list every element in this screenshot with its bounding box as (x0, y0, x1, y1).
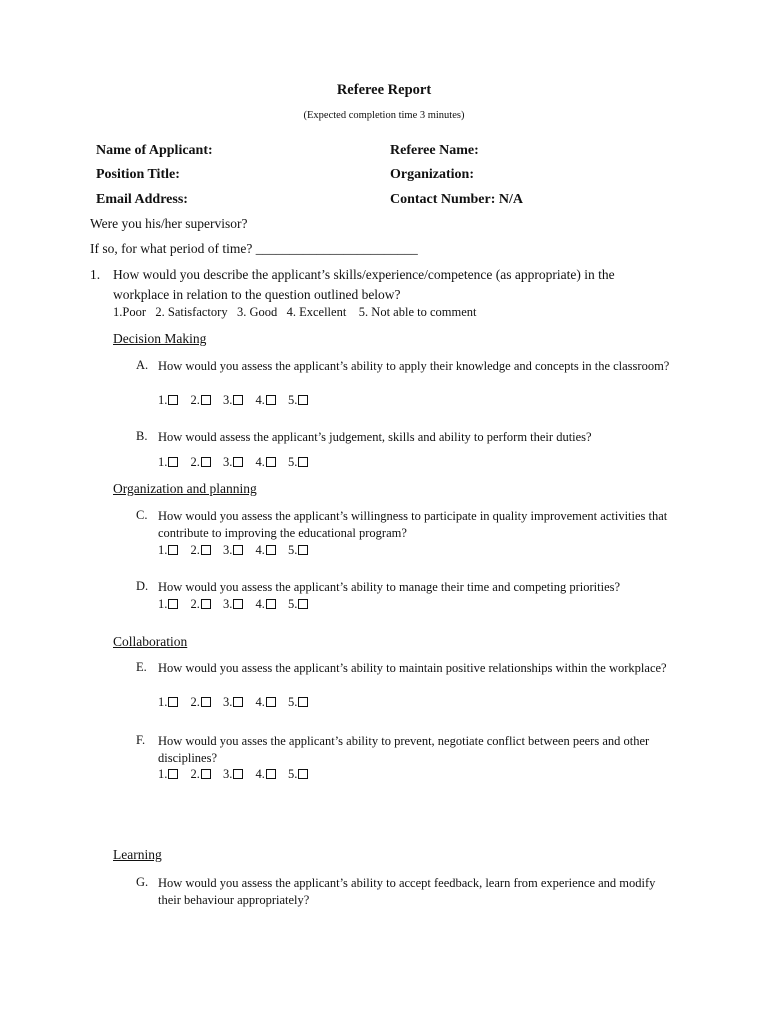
question-f-ratings (158, 767, 317, 782)
supervisor-question: Were you his/her supervisor? (90, 216, 248, 231)
checkbox-icon[interactable] (233, 697, 243, 707)
question-1-line-2: workplace in relation to the question outlined below? (113, 287, 401, 302)
checkbox-icon[interactable] (298, 697, 308, 707)
rating-option: 5. (288, 767, 308, 782)
rating-option: 2. (191, 767, 211, 782)
checkbox-icon[interactable] (298, 545, 308, 555)
email-address-label: Email Address: (96, 192, 188, 207)
checkbox-icon[interactable] (298, 395, 308, 405)
question-1-line-1: How would you describe the applicant’s skills/experience/competence (as appropriate) in the (113, 267, 615, 282)
question-f-letter: F. (136, 733, 146, 747)
section-organization-planning: Organization and planning (113, 481, 257, 496)
question-a-ratings (158, 393, 317, 408)
rating-option: 4. (256, 597, 276, 612)
rating-option: 1. (158, 455, 178, 470)
rating-option: 3. (223, 597, 243, 612)
question-c-letter: C. (136, 508, 148, 522)
rating-option: 5. (288, 695, 308, 710)
checkbox-icon[interactable] (266, 769, 276, 779)
rating-option: 4. (256, 393, 276, 408)
rating-option: 5. (288, 455, 308, 470)
section-collaboration: Collaboration (113, 634, 188, 649)
rating-option: 3. (223, 455, 243, 470)
question-g-letter: G. (136, 875, 149, 889)
question-e-letter: E. (136, 660, 147, 674)
rating-option: 4. (256, 455, 276, 470)
rating-option: 1. (158, 597, 178, 612)
question-a-letter: A. (136, 358, 149, 372)
rating-option: 4. (256, 695, 276, 710)
question-b-ratings (158, 455, 317, 470)
checkbox-icon[interactable] (201, 599, 211, 609)
rating-option: 1. (158, 543, 178, 558)
question-d-letter: D. (136, 579, 149, 593)
rating-option: 1. (158, 695, 178, 710)
checkbox-icon[interactable] (201, 395, 211, 405)
checkbox-icon[interactable] (233, 599, 243, 609)
checkbox-icon[interactable] (266, 599, 276, 609)
question-g-text: How would you assess the applicant’s ability to accept feedback, learn from experience and modify their behaviour appropriately? (158, 876, 656, 907)
applicant-name-label: Name of Applicant: (96, 143, 213, 158)
page-subtitle: (Expected completion time 3 minutes) (303, 110, 465, 121)
checkbox-icon[interactable] (168, 769, 178, 779)
checkbox-icon[interactable] (201, 545, 211, 555)
period-question: If so, for what period of time? ________________________ (90, 241, 418, 256)
question-a-text: How would you assess the applicant’s ability to apply their knowledge and concepts in the classroom? (158, 359, 670, 373)
checkbox-icon[interactable] (266, 457, 276, 467)
rating-option: 2. (191, 543, 211, 558)
checkbox-icon[interactable] (266, 545, 276, 555)
rating-option: 3. (223, 767, 243, 782)
checkbox-icon[interactable] (298, 599, 308, 609)
rating-option: 1. (158, 767, 178, 782)
rating-option: 5. (288, 393, 308, 408)
question-c-ratings (158, 543, 317, 558)
question-e-ratings (158, 695, 317, 710)
rating-option: 5. (288, 543, 308, 558)
checkbox-icon[interactable] (201, 697, 211, 707)
rating-option: 1. (158, 393, 178, 408)
question-1-number: 1. (90, 267, 101, 282)
section-decision-making: Decision Making (113, 331, 207, 346)
checkbox-icon[interactable] (201, 457, 211, 467)
rating-option: 2. (191, 455, 211, 470)
question-d-text: How would you assess the applicant’s ability to manage their time and competing priorities? (158, 580, 621, 594)
organization-label: Organization: (390, 167, 474, 182)
rating-option: 4. (256, 767, 276, 782)
checkbox-icon[interactable] (168, 457, 178, 467)
section-learning: Learning (113, 847, 162, 862)
rating-option: 5. (288, 597, 308, 612)
question-d-ratings (158, 597, 317, 612)
rating-option: 3. (223, 543, 243, 558)
question-b-text: How would assess the applicant’s judgement, skills and ability to perform their duties? (158, 430, 592, 444)
question-c-text: How would you assess the applicant’s willingness to participate in quality improvement activities that contribute to improving the educational program? (158, 509, 668, 540)
checkbox-icon[interactable] (201, 769, 211, 779)
rating-option: 2. (191, 393, 211, 408)
checkbox-icon[interactable] (233, 769, 243, 779)
checkbox-icon[interactable] (233, 545, 243, 555)
checkbox-icon[interactable] (233, 457, 243, 467)
rating-option: 3. (223, 695, 243, 710)
checkbox-icon[interactable] (168, 697, 178, 707)
referee-name-label: Referee Name: (390, 143, 479, 158)
checkbox-icon[interactable] (266, 395, 276, 405)
rating-option: 3. (223, 393, 243, 408)
rating-option: 2. (191, 695, 211, 710)
checkbox-icon[interactable] (298, 457, 308, 467)
rating-scale-legend: 1.Poor 2. Satisfactory 3. Good 4. Excellent 5. Not able to comment (113, 305, 477, 319)
page-title: Referee Report (336, 82, 432, 98)
checkbox-icon[interactable] (233, 395, 243, 405)
question-e-text: How would you assess the applicant’s ability to maintain positive relationships within the workplace? (158, 661, 667, 675)
contact-number-label: Contact Number: N/A (390, 192, 523, 207)
question-b-letter: B. (136, 429, 148, 443)
checkbox-icon[interactable] (298, 769, 308, 779)
checkbox-icon[interactable] (168, 545, 178, 555)
checkbox-icon[interactable] (266, 697, 276, 707)
question-f-text: How would you asses the applicant’s ability to prevent, negotiate conflict between peers and other disciplines? (158, 734, 650, 765)
checkbox-icon[interactable] (168, 395, 178, 405)
checkbox-icon[interactable] (168, 599, 178, 609)
position-title-label: Position Title: (96, 167, 180, 182)
rating-option: 2. (191, 597, 211, 612)
rating-option: 4. (256, 543, 276, 558)
